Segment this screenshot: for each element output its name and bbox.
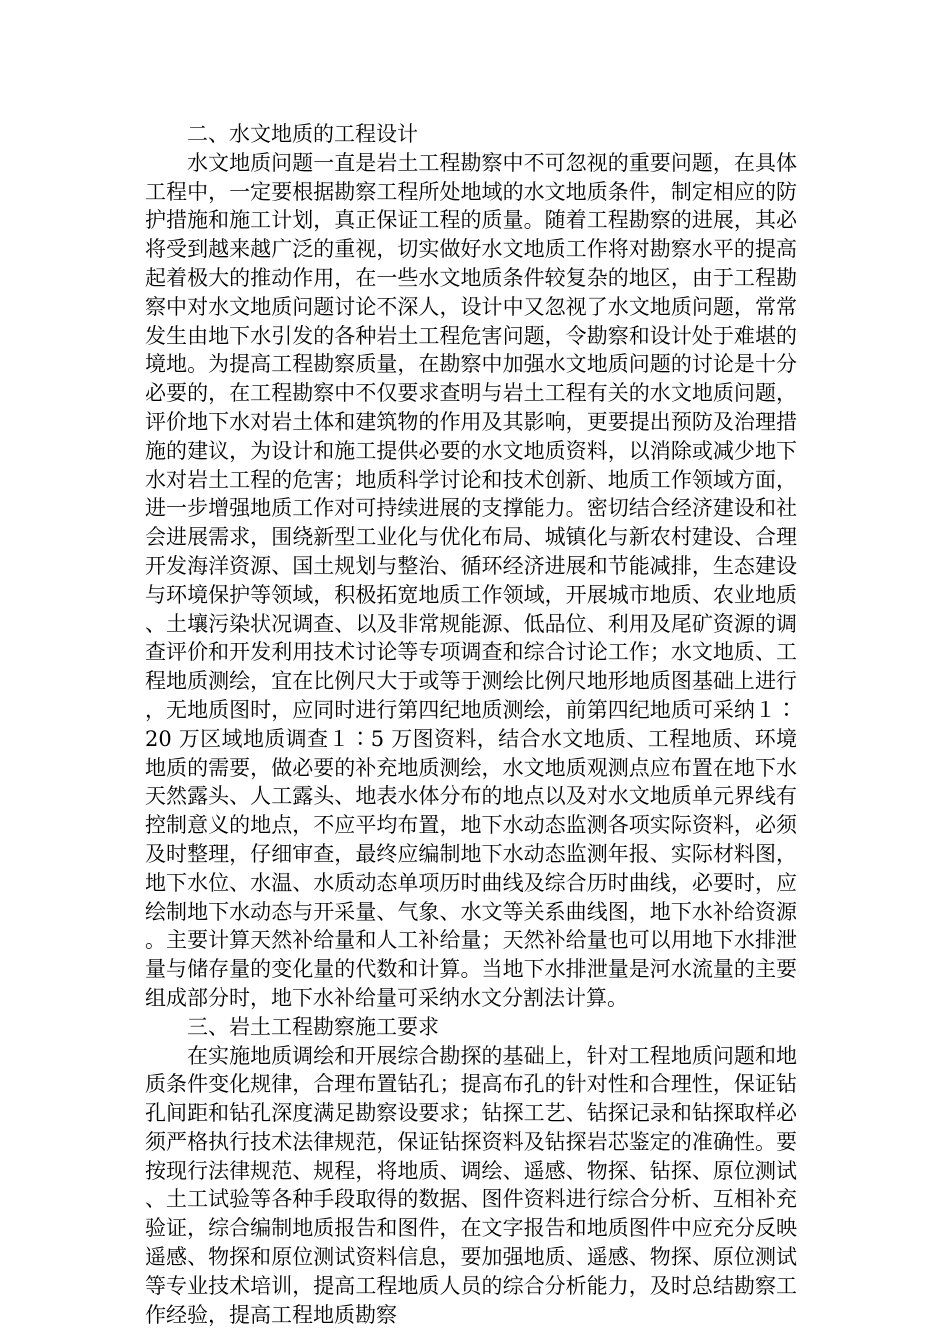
section-paragraph-construction-requirements: 在实施地质调绘和开展综合勘探的基础上，针对工程地质问题和地质条件变化规律，合理布置钻孔；提高布孔的针对性和合理性，保证钻孔间距和钻孔深度满足勘察设要求；钻探工艺、钻探记录和钻探取样必须严格执行技术法律规范，保证钻探资料及钻探岩芯鉴定的准确性。要按现行法律规范、规程，将地质、调绘、遥感、物探、钻探、原位测试、土工试验等各种手段取得的数据、图件资料进行综合分析、互相补充验证，综合编制地质报告和图件，在文字报告和地质图件中应充分反映遥感、物探和原位测试资料信息，要加强地质、遥感、物探、原位测试等专业技术培训，提高工程地质人员的综合分析能力，及时总结勘察工作经验，提高工程地质勘察 — [145, 1043, 797, 1327]
section-heading-construction-requirements: 三、岩土工程勘察施工要求 — [187, 1014, 439, 1039]
document-body — [145, 120, 797, 1329]
section-paragraph-hydrogeology-design: 水文地质问题一直是岩土工程勘察中不可忽视的重要问题，在具体工程中，一定要根据勘察工程所处地域的水文地质条件，制定相应的防护措施和施工计划，真正保证工程的质量。随着工程勘察的进展，其必将受到越来越广泛的重视，切实做好水文地质工作将对勘察水平的提高起着极大的推动作用，在一些水文地质条件较复杂的地区，由于工程勘察中对水文地质问题讨论不深人，设计中又忽视了水文地质问题，常常发生由地下水引发的各种岩土工程危害问题，令勘察和设计处于难堪的境地。为提高工程勘察质量，在勘察中加强水文地质问题的讨论是十分必要的，在工程勘察中不仅要求查明与岩土工程有关的水文地质问题，评价地下水对岩土体和建筑物的作用及其影响，更要提出预防及治理措施的建议，为设计和施工提供必要的水文地质资料，以消除或减少地下水对岩土工程的危害；地质科学讨论和技术创新、地质工作领域方面，进一步增强地质工作对可持续进展的支撑能力。密切结合经济建设和社会进展需求，围绕新型工业化与优化布局、城镇化与新农村建设、合理开发海洋资源、国土规划与整治、循环经济进展和节能减排，生态建设与环境保护等领域，积极拓宽地质工作领域，开展城市地质、农业地质、土壤污染状况调查、以及非常规能源、低品位、利用及尾矿资源的调查评价和开发利用技术讨论等专项调查和综合讨论工作；水文地质、工程地质测绘，宜在比例尺大于或等于测绘比例尺地形地质图基础上进行，无地质图时，应同时进行第四纪地质测绘，前第四纪地质可采纳１∶20 万区域地质调查１∶5 万图资料，结合水文地质、工程地质、环境地质的需要，做必要的补充地质测绘，水文地质观测点应布置在地下水天然露头、人工露头、地表水体分布的地点以及对水文地质单元界线有控制意义的地点，不应平均布置，地下水动态监测各项实际资料，必须及时整理，仔细审查，最终应编制地下水动态监测年报、实际材料图，地下水位、水温、水质动态单项历时曲线及综合历时曲线，必要时，应绘制地下水动态与开采量、气象、水文等关系曲线图，地下水补给资源。主要计算天然补给量和人工补给量；天然补给量也可以用地下水排泄量与储存量的变化量的代数和计算。当地下水排泄量是河水流量的主要组成部分时，地下水补给量可采纳水文分割法计算。 — [145, 150, 797, 1010]
section-heading-hydrogeology-design: 二、水文地质的工程设计 — [187, 122, 418, 146]
